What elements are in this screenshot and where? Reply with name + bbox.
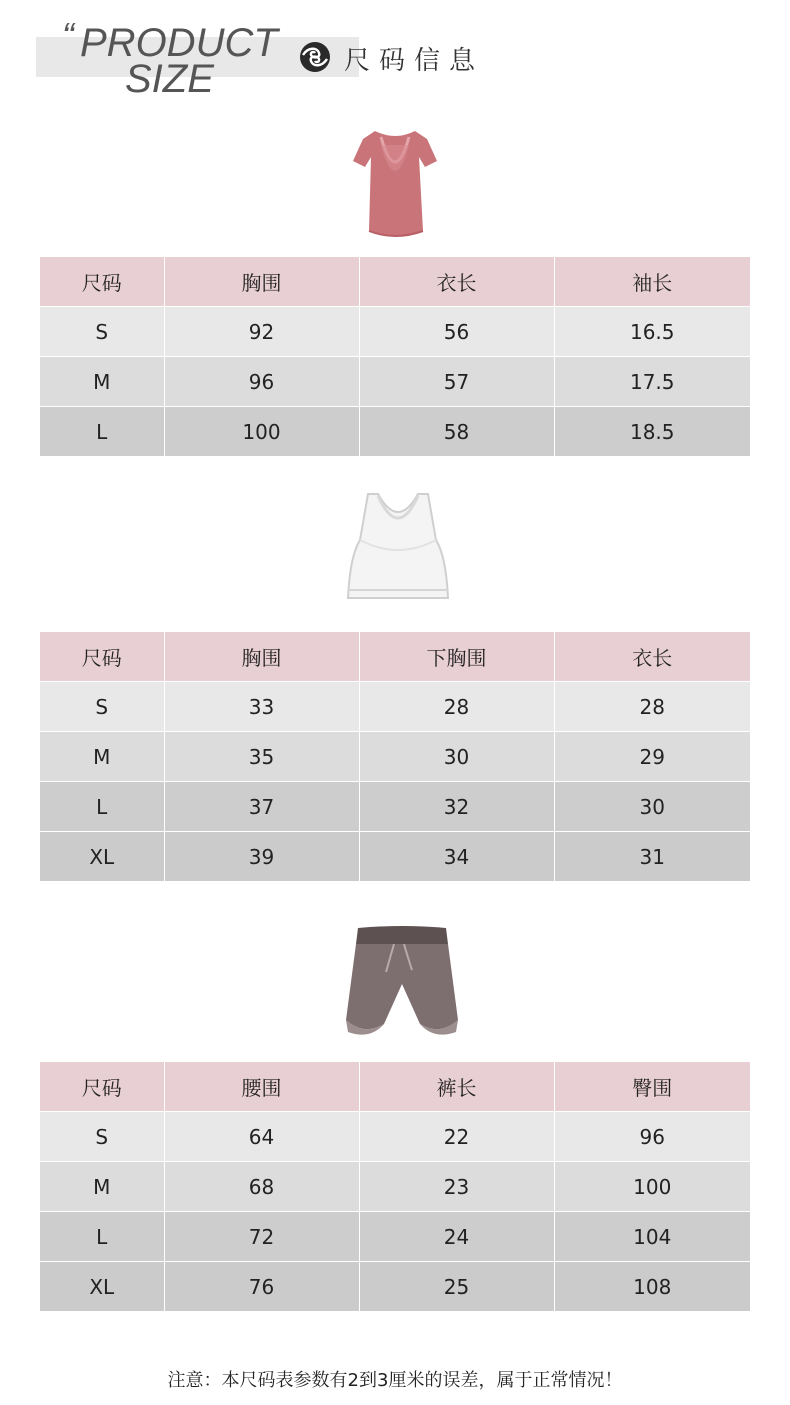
table-cell: 72: [164, 1212, 359, 1262]
table-cell: XL: [40, 1262, 164, 1312]
size-table-sports-bra: [40, 632, 750, 881]
header-cell: 尺码: [40, 257, 164, 307]
table-cell: M: [40, 1162, 164, 1212]
table-row: [40, 1112, 750, 1162]
table-header-row: [40, 257, 750, 307]
table-row: [40, 1212, 750, 1262]
table-header-row: [40, 1062, 750, 1112]
size-table-tshirt: [40, 257, 750, 456]
table-cell: S: [40, 682, 164, 732]
table-cell: 37: [164, 782, 359, 832]
table-row: [40, 1262, 750, 1312]
table-cell: 18.5: [554, 407, 750, 457]
table-cell: 16.5: [554, 307, 750, 357]
header-cell: 衣长: [554, 632, 750, 682]
header-cell: 胸围: [164, 632, 359, 682]
table-row: [40, 732, 750, 782]
header-cell: 尺码: [40, 632, 164, 682]
table-header-row: [40, 632, 750, 682]
table-cell: 33: [164, 682, 359, 732]
table-cell: 31: [554, 832, 750, 882]
table-row: [40, 832, 750, 882]
table-cell: 100: [164, 407, 359, 457]
table-cell: 100: [554, 1162, 750, 1212]
title-en-line2: SIZE: [125, 57, 214, 101]
table-cell: 34: [359, 832, 554, 882]
table-cell: 22: [359, 1112, 554, 1162]
table-cell: 17.5: [554, 357, 750, 407]
table-cell: 68: [164, 1162, 359, 1212]
table-row: [40, 1162, 750, 1212]
table-row: [40, 782, 750, 832]
table-cell: 35: [164, 732, 359, 782]
tshirt-image: [345, 127, 445, 239]
table-cell: 96: [554, 1112, 750, 1162]
table-cell: 108: [554, 1262, 750, 1312]
table-cell: 39: [164, 832, 359, 882]
table-cell: 29: [554, 732, 750, 782]
table-cell: M: [40, 357, 164, 407]
table-cell: 28: [554, 682, 750, 732]
yin-yang-wave-logo-icon: [299, 41, 331, 73]
header-cell: 袖长: [554, 257, 750, 307]
table-cell: M: [40, 732, 164, 782]
table-cell: 24: [359, 1212, 554, 1262]
table-cell: 28: [359, 682, 554, 732]
header-cell: 下胸围: [359, 632, 554, 682]
footer-note: 注意：本尺码表参数有2到3厘米的误差，属于正常情况！: [167, 1370, 623, 1391]
table-cell: 56: [359, 307, 554, 357]
quote-mark: “: [62, 15, 74, 56]
table-cell: S: [40, 1112, 164, 1162]
table-cell: 23: [359, 1162, 554, 1212]
header-cell: 裤长: [359, 1062, 554, 1112]
table-cell: 92: [164, 307, 359, 357]
header-cell: 尺码: [40, 1062, 164, 1112]
table-row: [40, 357, 750, 407]
table-row: [40, 307, 750, 357]
table-cell: 58: [359, 407, 554, 457]
sports-bra-image: [338, 490, 458, 606]
header-cell: 臀围: [554, 1062, 750, 1112]
table-cell: 57: [359, 357, 554, 407]
header-cell: 胸围: [164, 257, 359, 307]
table-cell: 76: [164, 1262, 359, 1312]
table-cell: S: [40, 307, 164, 357]
table-cell: 96: [164, 357, 359, 407]
table-cell: XL: [40, 832, 164, 882]
table-cell: 32: [359, 782, 554, 832]
table-cell: 104: [554, 1212, 750, 1262]
table-cell: 30: [554, 782, 750, 832]
table-cell: 25: [359, 1262, 554, 1312]
shorts-image: [340, 924, 464, 1042]
table-cell: L: [40, 407, 164, 457]
header-cell: 衣长: [359, 257, 554, 307]
header-title-en: [62, 15, 278, 101]
title-en-line1: PRODUCT: [80, 21, 278, 65]
table-cell: L: [40, 782, 164, 832]
header-title-cn: 尺码信息: [344, 46, 485, 76]
table-row: [40, 682, 750, 732]
table-cell: L: [40, 1212, 164, 1262]
table-row: [40, 407, 750, 457]
size-table-shorts: [40, 1062, 750, 1311]
header-cell: 腰围: [164, 1062, 359, 1112]
table-cell: 64: [164, 1112, 359, 1162]
table-cell: 30: [359, 732, 554, 782]
